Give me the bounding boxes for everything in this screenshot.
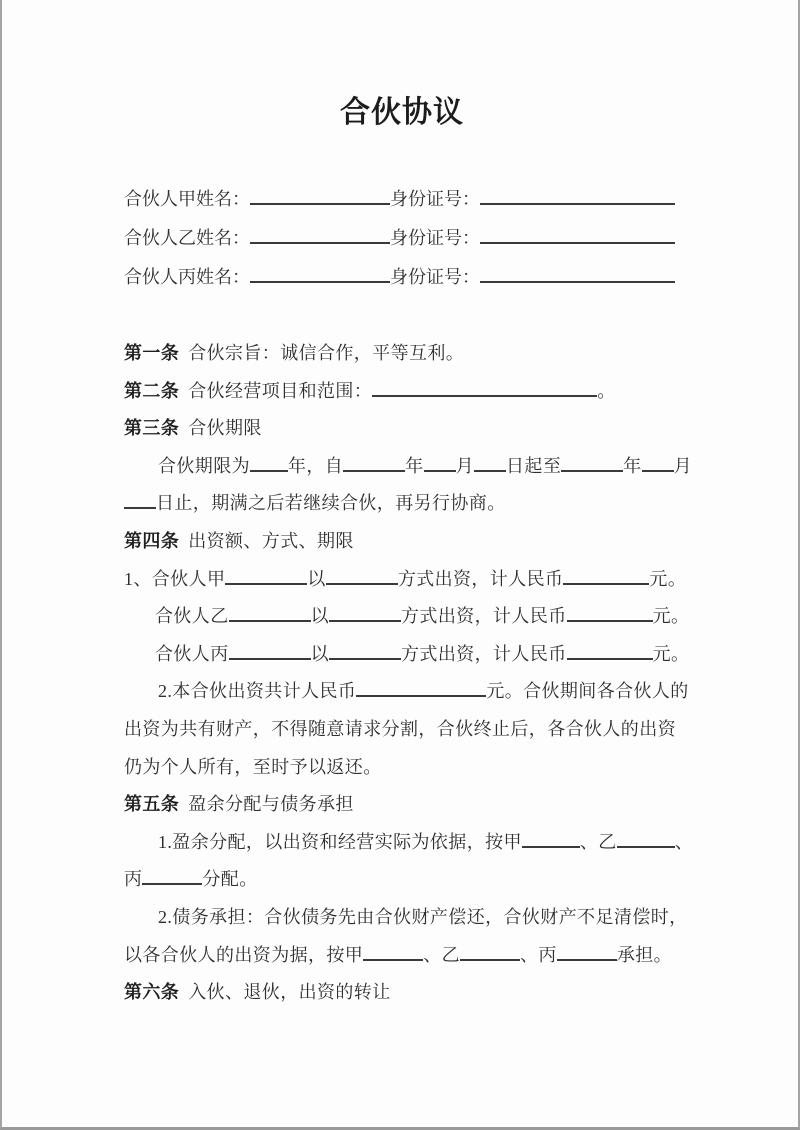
fill-in-blank bbox=[124, 491, 156, 509]
text-segment: 出资额、方式、期限 bbox=[188, 530, 354, 551]
fill-in-blank bbox=[617, 830, 675, 848]
article-5-debt-line-1 bbox=[124, 899, 688, 937]
article-4-total-line-1 bbox=[124, 673, 689, 711]
article-number: 第四条 bbox=[124, 530, 180, 551]
article-5-heading-line bbox=[124, 786, 680, 824]
article-number: 第六条 bbox=[124, 982, 180, 1003]
fill-in-blank bbox=[356, 679, 486, 697]
fill-in-blank bbox=[229, 642, 311, 660]
article-4-heading-line bbox=[124, 523, 680, 561]
text-segment: 方式出资，计人民币 bbox=[397, 568, 564, 589]
text-segment: 合伙宗旨：诚信合作，平等互利。 bbox=[188, 343, 465, 363]
fill-in-blank bbox=[225, 567, 307, 585]
text-segment: 元。合伙期间各合伙人的 bbox=[486, 681, 689, 702]
fill-in-blank bbox=[326, 567, 398, 585]
text-segment: 盈余分配与债务承担 bbox=[188, 794, 354, 815]
text-segment: 元。 bbox=[652, 606, 690, 627]
fill-in-blank bbox=[480, 265, 675, 283]
fill-in-blank bbox=[561, 454, 623, 472]
text-segment: 合伙经营项目和范围： bbox=[188, 380, 373, 401]
article-4-contribution-bing-line bbox=[124, 636, 690, 674]
text-segment: 年 bbox=[623, 455, 642, 476]
text-segment: 以各合伙人的出资为据，按甲 bbox=[124, 944, 364, 965]
text-segment: 以 bbox=[310, 643, 330, 664]
text-segment: 1、合伙人甲 bbox=[124, 568, 226, 589]
fill-in-blank bbox=[563, 567, 649, 585]
parties-section bbox=[124, 180, 680, 297]
text-segment: 方式出资，计人民币 bbox=[401, 643, 567, 664]
fill-in-blank bbox=[567, 604, 653, 622]
fill-in-blank bbox=[343, 454, 405, 472]
text-segment: 元。 bbox=[652, 643, 690, 664]
article-4-total-line-3 bbox=[124, 749, 680, 787]
text-segment: 月 bbox=[673, 455, 693, 476]
text-segment: 、 bbox=[674, 831, 694, 852]
article-1-line bbox=[124, 335, 680, 373]
text-segment: 、乙 bbox=[423, 944, 461, 965]
text-segment: 丙 bbox=[124, 869, 143, 890]
text-segment: 合伙人乙姓名： bbox=[124, 228, 250, 248]
fill-in-blank bbox=[424, 454, 456, 472]
text-segment: 2.本合伙出资共计人民币 bbox=[158, 681, 357, 702]
fill-in-blank bbox=[250, 454, 288, 472]
text-segment: 月 bbox=[455, 455, 475, 476]
fill-in-blank bbox=[480, 187, 675, 205]
text-segment: 承担。 bbox=[616, 944, 673, 965]
fill-in-blank bbox=[229, 604, 311, 622]
fill-in-blank bbox=[557, 943, 617, 961]
text-segment: 年，自 bbox=[288, 455, 344, 476]
article-3-term-line-1 bbox=[124, 448, 693, 486]
text-segment: 合伙期限为 bbox=[158, 455, 250, 476]
text-segment: 年 bbox=[405, 455, 424, 476]
party-row-jia bbox=[124, 180, 680, 219]
text-segment: 合伙人丙 bbox=[155, 643, 229, 664]
text-segment: 方式出资，计人民币 bbox=[401, 606, 567, 627]
text-segment: 合伙人甲姓名： bbox=[124, 189, 250, 209]
fill-in-blank bbox=[329, 604, 401, 622]
fill-in-blank bbox=[250, 187, 390, 205]
fill-in-blank bbox=[567, 642, 653, 660]
text-segment: 身份证号： bbox=[390, 189, 480, 209]
text-segment: 。 bbox=[597, 380, 616, 401]
text-segment: 合伙期限 bbox=[188, 418, 262, 439]
text-segment: 仍为个人所有，至时予以返还。 bbox=[124, 756, 382, 777]
article-4-total-line-2 bbox=[124, 711, 680, 749]
fill-in-blank bbox=[372, 379, 597, 397]
text-segment: 合伙人丙姓名： bbox=[124, 267, 250, 287]
fill-in-blank bbox=[250, 226, 390, 244]
article-3-heading-line bbox=[124, 410, 680, 448]
fill-in-blank bbox=[363, 943, 423, 961]
text-segment: 入伙、退伙，出资的转让 bbox=[188, 982, 391, 1003]
text-segment: 日起至 bbox=[506, 455, 562, 476]
text-segment: 分配。 bbox=[202, 869, 258, 890]
text-segment: 出资为共有财产，不得随意请求分割，合伙终止后，各合伙人的出资 bbox=[124, 718, 676, 739]
body-section bbox=[124, 335, 694, 1012]
article-5-profit-line-2 bbox=[124, 861, 680, 899]
fill-in-blank bbox=[142, 867, 202, 885]
article-4-contribution-jia-line bbox=[124, 561, 687, 599]
text-segment: 身份证号： bbox=[390, 228, 480, 248]
article-6-heading-line bbox=[124, 974, 680, 1012]
party-row-bing bbox=[124, 258, 680, 297]
text-segment: 2.债务承担：合伙债务先由合伙财产偿还，合伙财产不足清偿时， bbox=[158, 906, 688, 927]
text-segment: 以 bbox=[310, 606, 330, 627]
text-segment: 合伙人乙 bbox=[155, 606, 229, 627]
article-4-contribution-yi-line bbox=[124, 598, 690, 636]
text-segment: 、乙 bbox=[579, 831, 617, 852]
fill-in-blank bbox=[522, 830, 580, 848]
text-segment: 元。 bbox=[649, 568, 687, 589]
fill-in-blank bbox=[642, 454, 674, 472]
text-segment: 以 bbox=[307, 568, 326, 589]
text-segment: 日止，期满之后若继续合伙，再另行协商。 bbox=[156, 493, 506, 514]
text-segment: 1.盈余分配，以出资和经营实际为依据，按甲 bbox=[158, 831, 522, 852]
article-5-profit-line-1 bbox=[124, 824, 694, 862]
article-number: 第三条 bbox=[124, 418, 180, 439]
article-3-term-line-2 bbox=[124, 485, 680, 523]
fill-in-blank bbox=[474, 454, 506, 472]
text-segment: 、丙 bbox=[520, 944, 557, 965]
article-2-line bbox=[124, 373, 680, 411]
party-row-yi bbox=[124, 219, 680, 258]
article-number: 第五条 bbox=[124, 794, 180, 815]
article-number: 第二条 bbox=[124, 380, 180, 401]
text-segment: 身份证号： bbox=[390, 267, 480, 287]
fill-in-blank bbox=[460, 943, 520, 961]
document-title: 合伙协议 bbox=[340, 96, 464, 129]
fill-in-blank bbox=[329, 642, 401, 660]
article-5-debt-line-2 bbox=[124, 937, 680, 975]
article-number: 第一条 bbox=[124, 343, 180, 363]
fill-in-blank bbox=[250, 265, 390, 283]
fill-in-blank bbox=[480, 226, 675, 244]
